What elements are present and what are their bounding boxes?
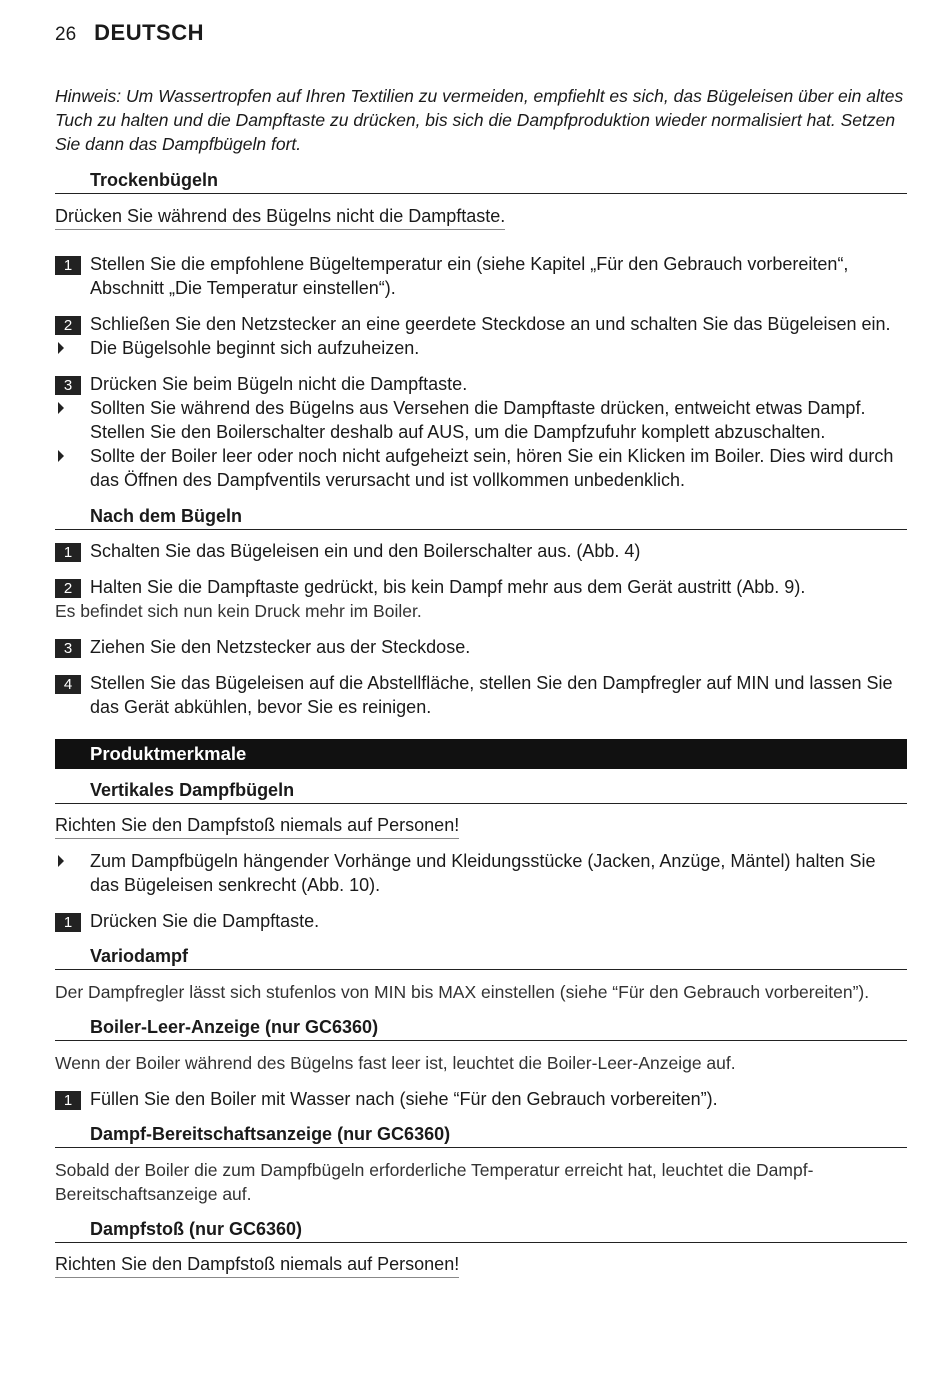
bullet-arrow-icon xyxy=(58,450,64,462)
warning-vertikal: Richten Sie den Dampfstoß niemals auf Personen! xyxy=(55,813,459,839)
step-item xyxy=(55,575,907,599)
section-heading-variodampf: Variodampf xyxy=(55,944,907,970)
info-text: Sobald der Boiler die zum Dampfbügeln erforderliche Temperatur erreicht hat, leuchtet die Dampf-Bereitschaftsanzeige auf. xyxy=(55,1160,814,1204)
info-text: Es befindet sich nun kein Druck mehr im Boiler. xyxy=(55,601,422,621)
step-number: 4 xyxy=(55,675,81,694)
step-number: 3 xyxy=(55,639,81,658)
info-text: Wenn der Boiler während des Bügelns fast leer ist, leuchtet die Boiler-Leer-Anzeige auf. xyxy=(55,1053,736,1073)
step-text: Ziehen Sie den Netzstecker aus der Steckdose. xyxy=(90,637,471,657)
manual-page xyxy=(55,20,907,1278)
step-number: 1 xyxy=(55,913,81,932)
section-heading-boiler-leer-anzeige: Boiler-Leer-Anzeige (nur GC6360) xyxy=(55,1015,907,1041)
warning-dampfstoss: Richten Sie den Dampfstoß niemals auf Personen! xyxy=(55,1252,459,1278)
section-heading-nach-dem-buegeln: Nach dem Bügeln xyxy=(55,504,907,530)
step-text: Drücken Sie beim Bügeln nicht die Dampftaste. xyxy=(90,374,468,394)
step-item xyxy=(55,372,907,396)
bullet-arrow-icon xyxy=(58,402,64,414)
section-heading-vertikales-dampfbuegeln: Vertikales Dampfbügeln xyxy=(55,778,907,804)
step-number: 3 xyxy=(55,376,81,395)
step-number: 2 xyxy=(55,316,81,335)
step-number: 1 xyxy=(55,256,81,275)
step-text: Drücken Sie die Dampftaste. xyxy=(90,911,320,931)
bullet-arrow-icon xyxy=(58,342,64,354)
step-text: Schalten Sie das Bügeleisen ein und den Boilerschalter aus. (Abb. 4) xyxy=(90,541,641,561)
page-header xyxy=(55,20,907,50)
step-item xyxy=(55,635,907,659)
step-text: Füllen Sie den Boiler mit Wasser nach (siehe “Für den Gebrauch vorbereiten”). xyxy=(90,1089,718,1109)
bullet-text: Zum Dampfbügeln hängender Vorhänge und Kleidungsstücke (Jacken, Anzüge, Mäntel) halten Sie das Bügeleisen senkrecht (Abb. 10). xyxy=(90,851,876,895)
step-item xyxy=(55,539,907,563)
section-heading-dampf-bereitschaftsanzeige: Dampf-Bereitschaftsanzeige (nur GC6360) xyxy=(55,1122,907,1148)
warning-trockenbuegeln: Drücken Sie während des Bügelns nicht die Dampftaste. xyxy=(55,204,505,230)
bullet-item xyxy=(55,444,907,492)
step-text: Halten Sie die Dampftaste gedrückt, bis kein Dampf mehr aus dem Gerät austritt (Abb. 9). xyxy=(90,577,806,597)
step-text: Stellen Sie die empfohlene Bügeltemperatur ein (siehe Kapitel „Für den Gebrauch vorbereiten“, Abschnitt „Die Temperatur einstellen“). xyxy=(90,254,849,298)
info-text: Der Dampfregler lässt sich stufenlos von MIN bis MAX einstellen (siehe “Für den Gebrauch vorbereiten”). xyxy=(55,982,870,1002)
bullet-item xyxy=(55,396,907,444)
hinweis-note: Hinweis: Um Wassertropfen auf Ihren Textilien zu vermeiden, empfiehlt es sich, das Bügeleisen über ein altes Tuch zu halten und die Dampftaste zu drücken, bis sich die Dampfproduktion wieder normalisiert hat. Setzen Sie dann das Dampfbügeln fort. xyxy=(55,86,904,154)
bullet-item xyxy=(55,849,907,897)
bullet-text: Sollten Sie während des Bügelns aus Versehen die Dampftaste drücken, entweicht etwas Dampf. Stellen Sie den Boilerschalter deshalb auf AUS, um die Dampfzufuhr komplett abzuschalten. xyxy=(90,398,866,442)
section-heading-trockenbuegeln: Trockenbügeln xyxy=(55,168,907,194)
bullet-arrow-icon xyxy=(58,855,64,867)
step-item xyxy=(55,1087,907,1111)
step-number: 1 xyxy=(55,543,81,562)
step-text: Stellen Sie das Bügeleisen auf die Abstellfläche, stellen Sie den Dampfregler auf MIN und lassen Sie das Gerät abkühlen, bevor Sie es reinigen. xyxy=(90,673,893,717)
step-item xyxy=(55,312,907,336)
step-number: 1 xyxy=(55,1091,81,1110)
bullet-text: Die Bügelsohle beginnt sich aufzuheizen. xyxy=(90,338,420,358)
chapter-band-produktmerkmale: Produktmerkmale xyxy=(55,739,907,769)
step-number: 2 xyxy=(55,579,81,598)
bullet-item xyxy=(55,336,907,360)
section-heading-dampfstoss: Dampfstoß (nur GC6360) xyxy=(55,1217,907,1243)
step-item xyxy=(55,909,907,933)
page-number: 26 xyxy=(55,24,77,45)
bullet-text: Sollte der Boiler leer oder noch nicht aufgeheizt sein, hören Sie ein Klicken im Boiler. Dies wird durch das Öffnen des Dampfventils verursacht und ist vollkommen unbedenklich. xyxy=(90,446,894,490)
step-item xyxy=(55,671,907,719)
page-title: DEUTSCH xyxy=(94,20,204,45)
step-item xyxy=(55,252,907,300)
step-text: Schließen Sie den Netzstecker an eine geerdete Steckdose an und schalten Sie das Bügeleisen ein. xyxy=(90,314,891,334)
